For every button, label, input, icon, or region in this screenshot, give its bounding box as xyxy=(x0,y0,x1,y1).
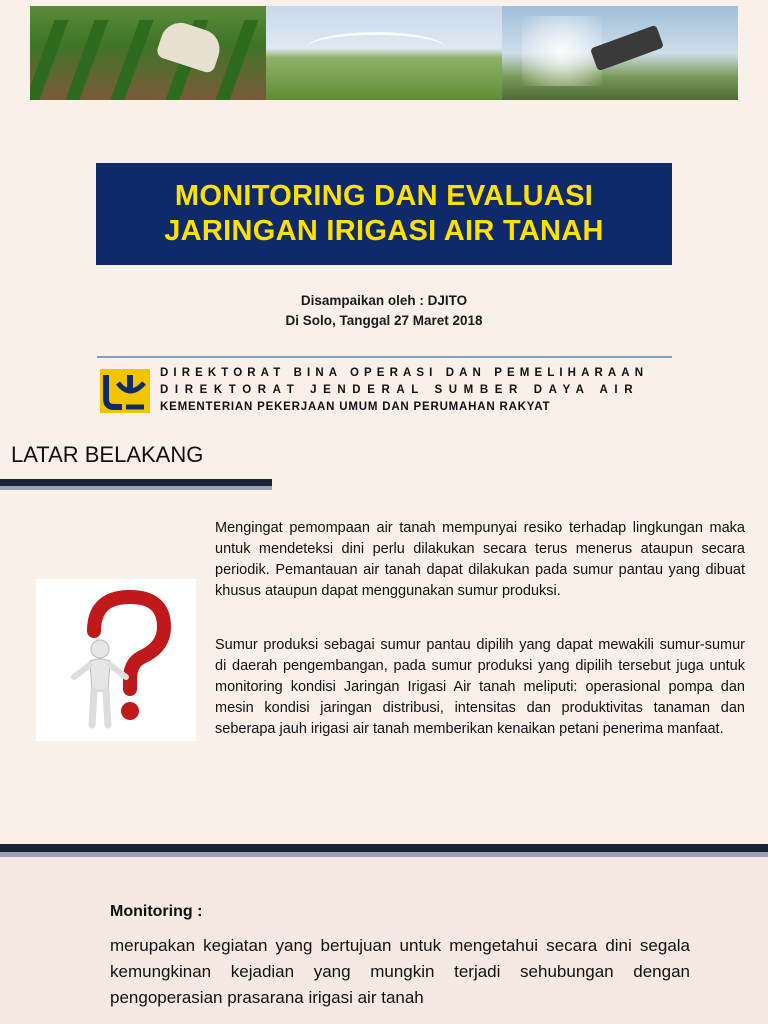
section-divider-light xyxy=(0,852,768,857)
question-figure-image xyxy=(36,579,196,741)
background-slide xyxy=(0,420,768,850)
date-place: Di Solo, Tanggal 27 Maret 2018 xyxy=(285,313,483,328)
title-box xyxy=(96,163,672,265)
title-slide xyxy=(0,0,768,420)
title-line-1: MONITORING DAN EVALUASI xyxy=(174,180,594,212)
paragraph-2: Sumur produksi sebagai sumur pantau dipilih yang dapat mewakili sumur-sumur di daerah pengembangan, pada sumur produksi yang dipilih tersebut juga untuk monitoring kondisi Jaringan Irigasi Air tanah meliputi: operasional pompa dan mesin kondisi jaringan distribusi, intensitas dan produktivitas tanaman dan seberapa jauh irigasi air tanah memberikan kenaikan petani penerima manfaat. xyxy=(215,637,745,737)
org-line-1: DIREKTORAT BINA OPERASI DAN PEMELIHARAAN xyxy=(160,367,649,379)
photo-banner xyxy=(30,6,738,100)
org-line-2: DIREKTORAT JENDERAL SUMBER DAYA AIR xyxy=(160,384,640,396)
irrigation-machine-photo xyxy=(502,6,738,100)
paragraph-1: Mengingat pemompaan air tanah mempunyai resiko terhadap lingkungan maka untuk mendeteksi dini perlu dilakukan secara terus menerus ataupun secara periodik. Pemantauan air tanah dapat dilakukan pada sumur pantau yang dibuat khusus ataupun dapat menggunakan sumur produksi. xyxy=(215,520,745,599)
monitoring-text: merupakan kegiatan yang bertujuan untuk mengetahui secara dini segala kemungkinan kejadian yang mungkin terjadi sehubungan dengan pengoperasian prasarana irigasi air tanah xyxy=(110,936,690,1007)
presenter: Disampaikan oleh : DJITO xyxy=(300,293,468,308)
section-heading: LATAR BELAKANG xyxy=(11,442,204,467)
divider xyxy=(97,356,672,358)
farmer-field-photo xyxy=(30,6,266,100)
org-line-3: KEMENTERIAN PEKERJAAN UMUM DAN PERUMAHAN RAKYAT xyxy=(160,401,551,413)
monitoring-heading: Monitoring : xyxy=(110,903,203,920)
question-mark-icon xyxy=(36,579,196,741)
title-line-2: JARINGAN IRIGASI AIR TANAH xyxy=(164,215,604,247)
section-divider xyxy=(0,844,768,852)
sprinkler-field-photo xyxy=(266,6,502,100)
heading-underline xyxy=(0,479,272,486)
ministry-logo-icon xyxy=(100,369,150,413)
